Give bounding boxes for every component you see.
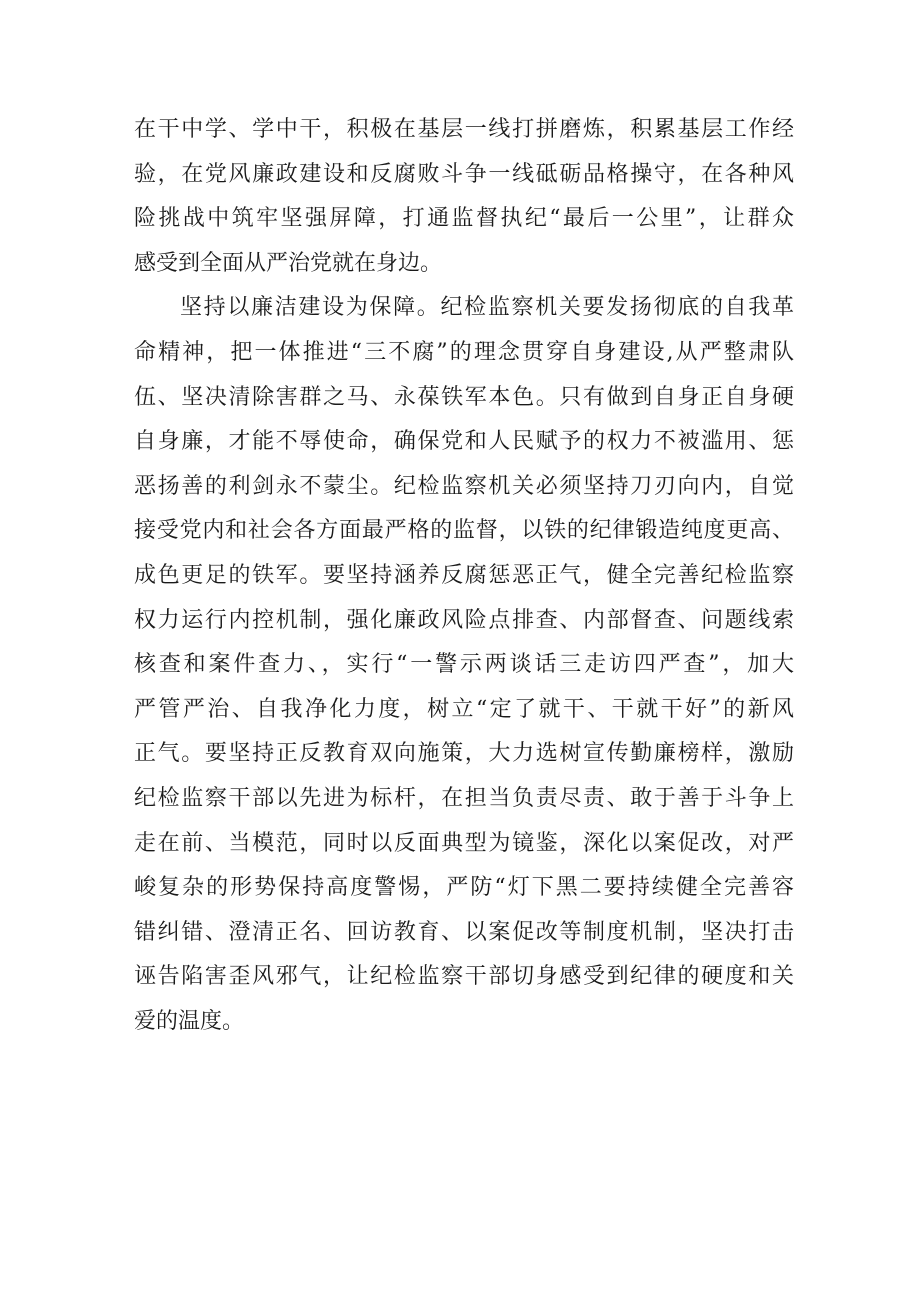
text-line: 纪检监察干部以先进为标杆，在担当负责尽责、敢于善于斗争上	[134, 785, 794, 811]
text-line: 走在前、当模范，同时以反面典型为镜鉴，深化以案促改，对严	[134, 830, 794, 856]
text-line: 恶扬善的利剑永不蒙尘。纪检监察机关必须坚持刀刃向内，自觉	[134, 473, 794, 499]
text-line: 自身廉，才能不辱使命，确保党和人民赋予的权力不被滥用、惩	[134, 429, 794, 455]
text-line: 伍、坚决清除害群之马、永葆铁军本色。只有做到自身正自身硬	[134, 384, 794, 410]
text-line: 坚持以廉洁建设为保障。纪检监察机关要发扬彻底的自我革	[180, 295, 794, 321]
text-line: 权力运行内控机制，强化廉政风险点排查、内部督查、问题线索	[134, 607, 794, 633]
text-line: 成色更足的铁军。要坚持涵养反腐惩恶正气，健全完善纪检监察	[134, 562, 794, 588]
text-line: 爱的温度。	[134, 1008, 245, 1034]
text-line: 在干中学、学中干，积极在基层一线打拼磨炼，积累基层工作经	[134, 117, 794, 142]
paragraph-integrity-building	[134, 286, 794, 1044]
text-line: 核查和案件查力、，实行“一警示两谈话三走访四严查”，加大	[134, 652, 794, 678]
text-line: 峻复杂的形势保持高度警惕，严防“灯下黑二要持续健全完善容	[134, 875, 794, 901]
text-line: 验，在党风廉政建设和反腐败斗争一线砥砺品格操守，在各种风	[134, 161, 794, 187]
text-line: 错纠错、澄清正名、回访教育、以案促改等制度机制，坚决打击	[134, 919, 794, 945]
text-line: 感受到全面从严治党就在身边。	[134, 250, 443, 276]
text-line: 命精神，把一体推进“三不腐”的理念贯穿自身建设,从严整肃队	[134, 339, 794, 365]
document-body	[134, 108, 794, 1044]
text-line: 正气。要坚持正反教育双向施策，大力选树宣传勤廉榜样，激励	[134, 741, 794, 767]
text-line: 险挑战中筑牢坚强屏障，打通监督执纪“最后一公里”，让群众	[134, 206, 794, 232]
paragraph-continuation	[134, 108, 794, 286]
text-line: 诬告陷害歪风邪气，让纪检监察干部切身感受到纪律的硬度和关	[134, 964, 794, 990]
text-line: 接受党内和社会各方面最严格的监督，以铁的纪律锻造纯度更高、	[134, 518, 794, 544]
text-line: 严管严治、自我净化力度，树立“定了就干、干就干好”的新风	[134, 696, 794, 722]
